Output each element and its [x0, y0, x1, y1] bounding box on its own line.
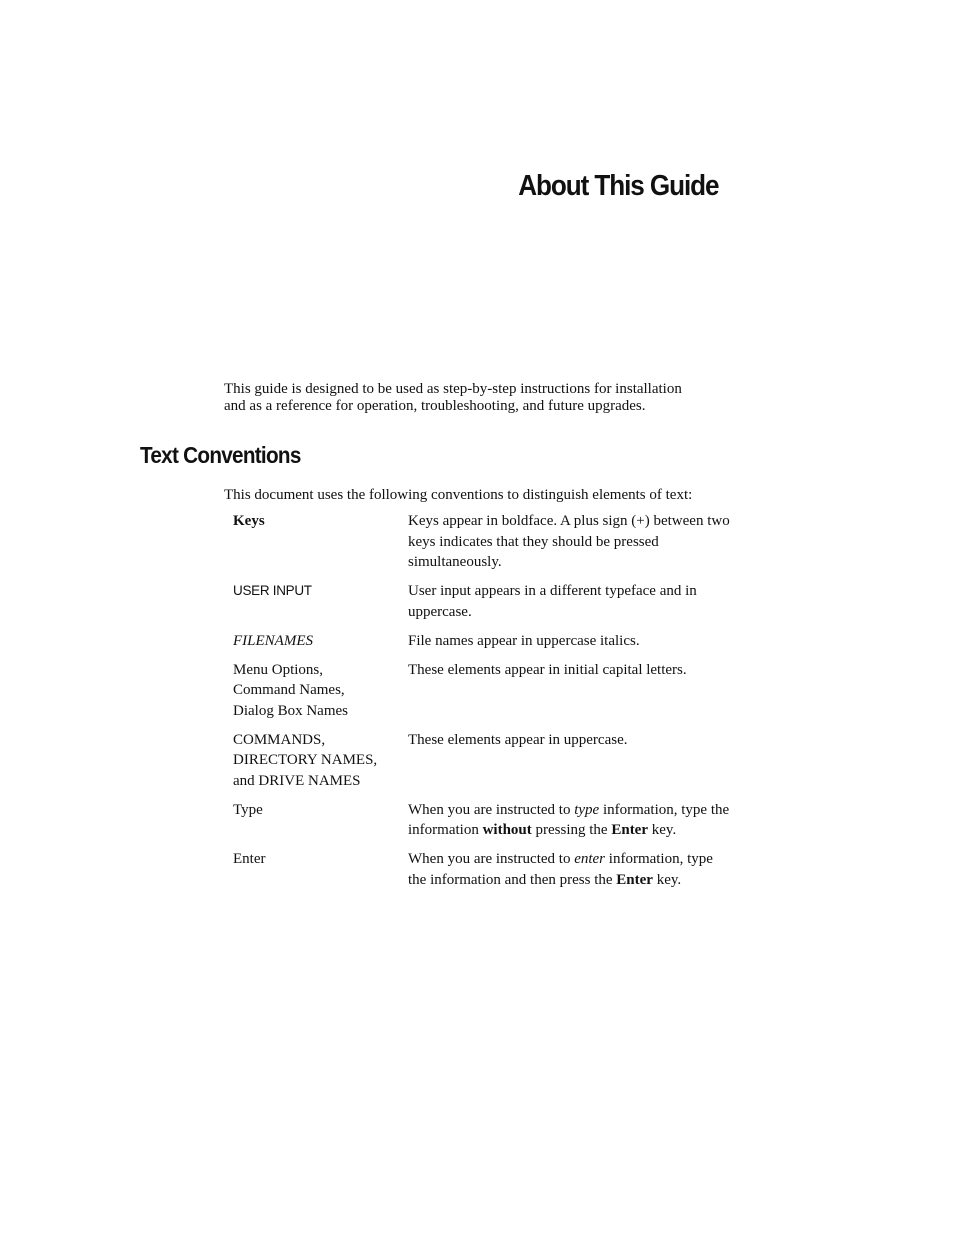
desc-text: key.: [652, 871, 682, 888]
desc-emphasis: type: [574, 801, 600, 818]
section-heading: Text Conventions: [140, 442, 301, 468]
convention-description: User input appears in a different typeface and in uppercase.: [408, 583, 697, 620]
desc-text: When you are instructed to: [408, 851, 575, 867]
convention-term: Keys: [233, 513, 265, 529]
intro-line: This guide is designed to be used as step-by-step instructions for installation: [224, 381, 682, 397]
convention-description: [408, 849, 733, 890]
desc-bold: without: [482, 822, 532, 838]
term-line: and DRIVE NAMES: [233, 772, 361, 789]
desc-bold: Enter: [611, 822, 649, 838]
desc-text: key.: [648, 822, 677, 838]
convention-term: Type: [233, 801, 263, 818]
term-line: DIRECTORY NAMES,: [233, 752, 378, 768]
term-line: COMMANDS,: [233, 731, 326, 748]
convention-term: Enter: [233, 851, 266, 867]
convention-row-commands: [233, 730, 733, 792]
convention-description: These elements appear in uppercase.: [408, 731, 628, 748]
intro-paragraph: [224, 381, 724, 415]
convention-term: FILENAMES: [233, 632, 313, 649]
convention-row-keys: [233, 511, 733, 573]
desc-bold: Enter: [616, 871, 653, 888]
convention-row-menu: [233, 660, 733, 722]
convention-row-type: [233, 800, 733, 841]
desc-text: information, type the information: [408, 801, 730, 838]
desc-emphasis: enter: [574, 851, 606, 867]
intro-line: and as a reference for operation, troubleshooting, and future upgrades.: [224, 398, 646, 414]
term-line: Menu Options,: [233, 661, 323, 678]
conventions-intro: This document uses the following conventions to distinguish elements of text:: [224, 487, 693, 503]
convention-description: Keys appear in boldface. A plus sign (+) between two keys indicates that they should be pressed simultaneously.: [408, 513, 730, 570]
convention-description: File names appear in uppercase italics.: [408, 632, 640, 649]
convention-description: [408, 800, 733, 841]
convention-term: [233, 660, 408, 722]
desc-text: information, type the information and then press the: [408, 851, 713, 888]
desc-text: pressing the: [531, 822, 612, 838]
convention-term: [233, 730, 408, 792]
convention-description: These elements appear in initial capital letters.: [408, 661, 687, 678]
convention-row-user-input: [233, 581, 733, 622]
page-title: About This Guide: [517, 170, 718, 202]
convention-term: USER INPUT: [233, 583, 312, 598]
convention-row-filenames: [233, 631, 733, 652]
desc-text: When you are instructed to: [408, 801, 575, 818]
convention-row-enter: [233, 849, 733, 890]
conventions-table: [233, 511, 733, 899]
term-line: Command Names,: [233, 682, 345, 698]
term-line: Dialog Box Names: [233, 702, 348, 719]
